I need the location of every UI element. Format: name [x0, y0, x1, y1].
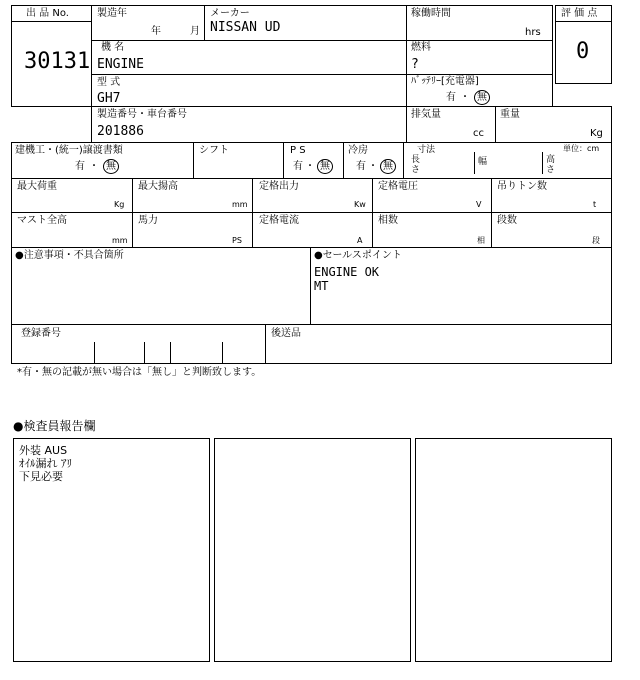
ac-yes: 有 — [356, 161, 366, 172]
stages-unit: 段 — [592, 236, 600, 245]
shipping-label: 後送品 — [271, 328, 301, 339]
rated-voltage-unit: V — [476, 200, 482, 209]
inspector-note-line: ｵｲﾙ漏れ ｱﾘ — [19, 457, 72, 470]
model-name-label: 機 名 — [101, 42, 125, 53]
phase-unit: 相 — [477, 236, 485, 245]
dims-height: 高 さ — [546, 155, 556, 175]
max-load-unit: Kg — [114, 200, 125, 209]
rated-voltage-label: 定格電圧 — [378, 181, 418, 192]
inspector-note-line: 外装 AUS — [19, 444, 68, 457]
sales-point-line: ENGINE OK — [314, 265, 380, 279]
model-type-value: GH7 — [97, 91, 121, 106]
maker-value: NISSAN UD — [210, 20, 281, 35]
lifting-tons-label: 吊りトン数 — [497, 181, 547, 192]
rating-value: 0 — [576, 39, 590, 64]
rated-current-unit: A — [357, 236, 363, 245]
transfer-dot: ・ — [89, 161, 99, 172]
rated-output-label: 定格出力 — [259, 181, 299, 192]
ps-label: P S — [290, 145, 306, 156]
ac-no-circled: 無 — [380, 159, 396, 174]
serial-value: 201886 — [97, 124, 144, 139]
dims-label: 寸法 — [417, 145, 436, 155]
battery-no-circled: 無 — [474, 90, 490, 105]
transfer-yes-no — [75, 159, 119, 174]
max-lift-unit: mm — [232, 200, 248, 209]
shift-label: シフト — [199, 145, 229, 156]
ps-no-circled: 無 — [317, 159, 333, 174]
mast-height-label: マスト全高 — [17, 215, 67, 226]
dims-unit-note: 単位：cm — [563, 144, 600, 153]
ac-label: 冷房 — [348, 145, 368, 156]
displacement-unit: cc — [473, 128, 484, 139]
inspector-note-line: 下見必要 — [19, 470, 63, 483]
battery-label: ﾊﾞｯﾃﾘｰ[充電器] — [411, 76, 479, 87]
weight-label: 重量 — [500, 109, 520, 120]
ac-dot: ・ — [368, 161, 378, 172]
horsepower-unit: PS — [232, 236, 242, 245]
fuel-value: ? — [411, 57, 419, 72]
dims-length: 長 さ — [411, 155, 421, 175]
transfer-docs-label: 建機工・(統一)譲渡書類 — [15, 145, 123, 156]
ps-dot: ・ — [305, 161, 315, 172]
ac-yes-no — [356, 159, 396, 174]
max-load-label: 最大荷重 — [17, 181, 57, 192]
ps-yes-no — [293, 159, 333, 174]
year-unit: 年 — [151, 26, 161, 37]
weight-unit: Kg — [590, 128, 603, 139]
model-name-value: ENGINE — [97, 57, 144, 72]
year-label: 製造年 — [97, 8, 127, 19]
displacement-label: 排気量 — [411, 109, 441, 120]
inspector-report-title: ●検査員報告欄 — [13, 419, 96, 433]
dims-width: 幅 — [478, 157, 488, 167]
inspector-box-3 — [415, 438, 612, 662]
sales-point-line: MT — [314, 279, 329, 293]
rated-output-unit: Kw — [354, 200, 366, 209]
sales-points-label: ●セールスポイント — [314, 250, 402, 261]
rated-current-label: 定格電流 — [259, 215, 299, 226]
transfer-no-circled: 無 — [103, 159, 119, 174]
listing-number-label: 出 品 No. — [26, 8, 69, 19]
listing-number: 30131 — [24, 49, 91, 74]
phase-label: 相数 — [378, 215, 398, 226]
serial-label: 製造番号・車台番号 — [97, 109, 187, 120]
horsepower-label: 馬力 — [138, 215, 158, 226]
fuel-label: 燃料 — [411, 42, 431, 53]
battery-dot: ・ — [460, 92, 470, 103]
stages-label: 段数 — [497, 215, 517, 226]
hours-label: 稼働時間 — [411, 8, 451, 19]
mast-height-unit: mm — [112, 236, 128, 245]
max-lift-label: 最大揚高 — [138, 181, 178, 192]
month-unit: 月 — [190, 26, 200, 37]
maker-label: メーカー — [210, 8, 250, 19]
model-type-label: 型 式 — [97, 77, 121, 88]
inspector-box-2 — [214, 438, 411, 662]
battery-yes: 有 — [446, 92, 456, 103]
ps-yes: 有 — [293, 161, 303, 172]
lifting-tons-unit: t — [593, 200, 597, 209]
registration-section — [11, 324, 612, 364]
hours-unit: hrs — [525, 27, 541, 38]
rating-label: 評 価 点 — [561, 8, 598, 19]
footnote: *有・無の記載が無い場合は「無し」と判断致します。 — [17, 367, 262, 378]
battery-yes-no — [446, 90, 490, 105]
registration-label: 登録番号 — [21, 328, 61, 339]
transfer-yes: 有 — [75, 161, 85, 172]
notes-label: ●注意事項・不具合箇所 — [15, 250, 124, 261]
